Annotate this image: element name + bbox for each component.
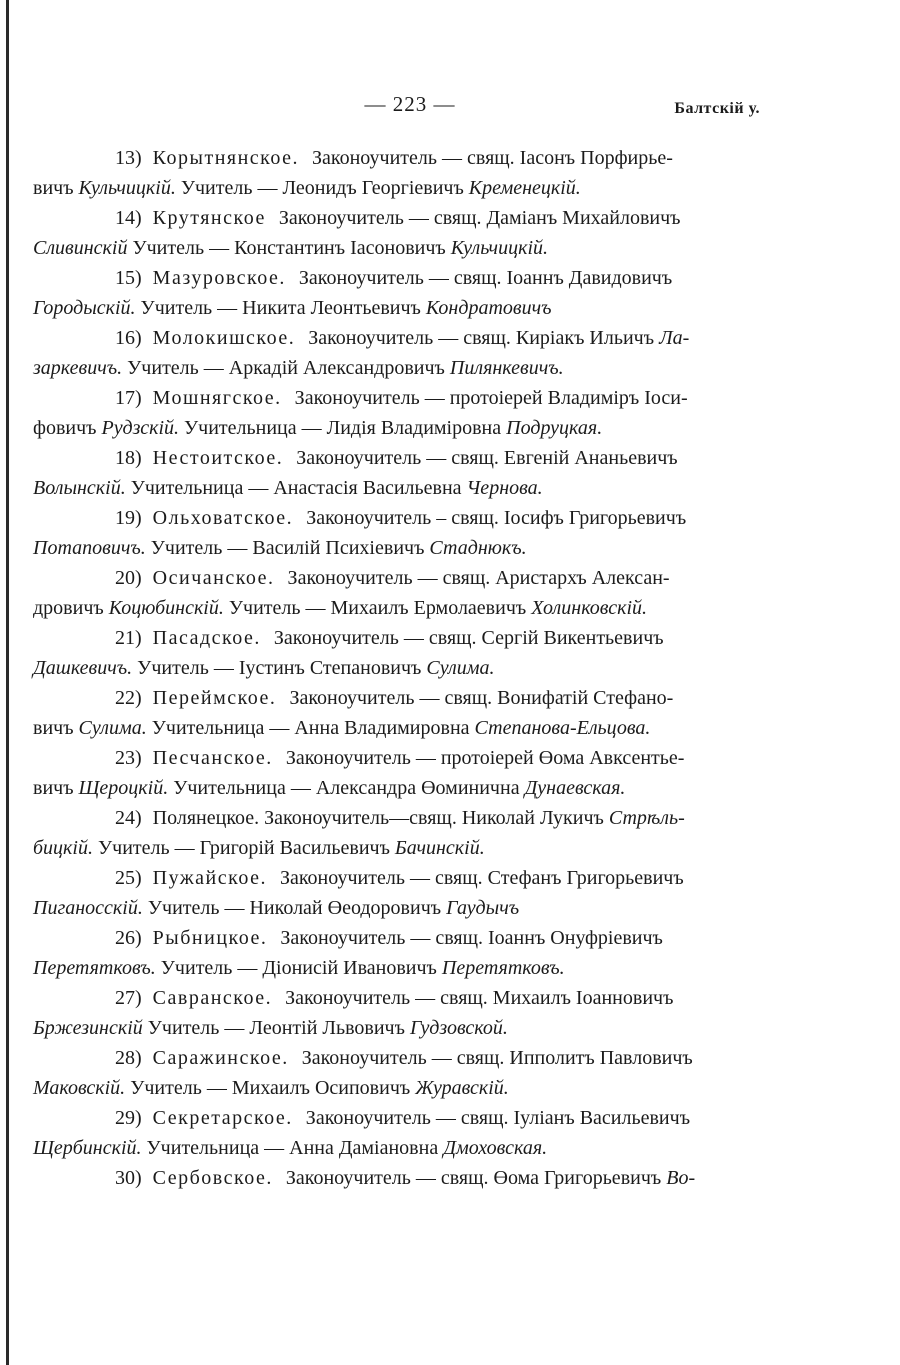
- surname: Волынскій.: [33, 477, 126, 499]
- village-name: Секретарское.: [152, 1107, 293, 1129]
- entry-text: Законоучитель — свящ. Вонифатій Стефано-: [284, 687, 674, 709]
- entry-first-line: [115, 623, 755, 653]
- surname: Коцюбинскій.: [108, 597, 224, 619]
- surname: Чернова.: [466, 477, 543, 499]
- school-entry: [33, 923, 755, 983]
- entry-first-line: [115, 803, 755, 833]
- entry-first-line: [115, 563, 755, 593]
- entry-first-line: [115, 383, 755, 413]
- entry-first-line: [115, 923, 755, 953]
- entry-text: Учитель — Іустинъ Степановичъ: [132, 657, 427, 679]
- surname: Кременецкій.: [468, 177, 581, 199]
- surname: Бржезинскій: [33, 1017, 143, 1039]
- entry-text: Учительница — Анна Даміановна: [141, 1137, 444, 1159]
- village-name: Мошнягское.: [152, 387, 282, 409]
- entry-number: 18): [115, 447, 147, 469]
- entry-text: Учитель — Никита Леонтьевичъ: [135, 297, 426, 319]
- school-entry: [33, 863, 755, 923]
- entry-continuation-line: [33, 1013, 755, 1043]
- school-entry: [33, 443, 755, 503]
- entry-number: 21): [115, 627, 147, 649]
- entry-number: 22): [115, 687, 147, 709]
- entry-text: Законоучитель — свящ. Іуліанъ Васильевичъ: [300, 1107, 691, 1129]
- village-name: Корытнянское.: [152, 147, 299, 169]
- surname: Дмоховская.: [443, 1137, 548, 1159]
- entry-continuation-line: [33, 233, 755, 263]
- surname: Перетятковъ.: [33, 957, 156, 979]
- entry-number: 19): [115, 507, 147, 529]
- surname: Сулима.: [426, 657, 495, 679]
- village-name: Пужайское.: [152, 867, 267, 889]
- surname: Дашкевичъ.: [33, 657, 133, 679]
- surname: Перетятковъ.: [441, 957, 565, 979]
- surname: Журавскій.: [415, 1077, 509, 1099]
- surname: Кульчицкій.: [78, 177, 176, 199]
- entry-first-line: [115, 1043, 755, 1073]
- entry-number: 25): [115, 867, 147, 889]
- entry-text: Законоучитель — свящ. Сергій Викентьевичъ: [268, 627, 664, 649]
- surname: Пилянкевичъ.: [449, 357, 564, 379]
- surname: Щероцкій.: [78, 777, 169, 799]
- entry-text: Учительница — Анастасія Васильевна: [125, 477, 467, 499]
- entry-first-line: [115, 323, 755, 353]
- entry-text: Законоучитель — свящ. Аристархъ Алексан-: [282, 567, 670, 589]
- entry-text: Законоучитель—свящ. Николай Лукичъ: [259, 807, 609, 829]
- entry-continuation-line: [33, 473, 755, 503]
- entry-number: 14): [115, 207, 147, 229]
- surname: Рудзскій.: [101, 417, 179, 439]
- entry-first-line: [115, 863, 755, 893]
- entry-first-line: [115, 1103, 755, 1133]
- entry-text: Учительница — Анна Владимировна: [146, 717, 475, 739]
- school-entry: [33, 383, 755, 443]
- village-name: Осичанское.: [152, 567, 275, 589]
- surname: Гаудычъ: [446, 897, 520, 919]
- entry-text: Учитель — Діонисій Ивановичъ: [155, 957, 442, 979]
- entry-continuation-line: [33, 413, 755, 443]
- entry-text: Учитель — Михаилъ Осиповичъ: [125, 1077, 416, 1099]
- school-list: [33, 143, 755, 1193]
- village-name: Переймское.: [152, 687, 277, 709]
- surname: Кондратовичъ: [425, 297, 552, 319]
- entry-text: вичъ: [33, 717, 79, 739]
- entry-continuation-line: [33, 1073, 755, 1103]
- village-name: Сербовское.: [152, 1167, 273, 1189]
- page-binding-edge: [0, 0, 14, 1365]
- village-name: Нестоитское.: [152, 447, 284, 469]
- entry-text: Законоучитель — свящ. Евгеній Ананьевичъ: [291, 447, 678, 469]
- entry-first-line: [115, 683, 755, 713]
- village-name: Рыбницкое.: [152, 927, 268, 949]
- school-entry: [33, 143, 755, 203]
- village-name: Савранское.: [152, 987, 273, 1009]
- village-name: Пасадское.: [152, 627, 261, 649]
- entry-number: 13): [115, 147, 147, 169]
- entry-continuation-line: [33, 533, 755, 563]
- entry-text: Учитель — Григорій Васильевичъ: [92, 837, 395, 859]
- entry-first-line: [115, 503, 755, 533]
- entry-text: Законоучитель — свящ. Ипполитъ Павловичъ: [296, 1047, 693, 1069]
- entry-text: Полянецкое.: [152, 807, 260, 829]
- surname: Кульчицкій.: [450, 237, 549, 259]
- page-number: — 223 —: [364, 92, 456, 116]
- entry-continuation-line: [33, 353, 755, 383]
- surname: Маковскій.: [33, 1077, 126, 1099]
- entry-number: 29): [115, 1107, 147, 1129]
- school-entry: [33, 203, 755, 263]
- entry-first-line: [115, 983, 755, 1013]
- surname: Подруцкая.: [506, 417, 603, 439]
- entry-number: 24): [115, 807, 147, 829]
- surname: Во-: [666, 1167, 696, 1189]
- entry-text: Учитель — Николай Өеодоровичъ: [142, 897, 447, 919]
- entry-number: 20): [115, 567, 147, 589]
- entry-text: Учитель — Аркадій Александровичъ: [122, 357, 450, 379]
- surname: Потаповичъ.: [33, 537, 146, 559]
- entry-continuation-line: [33, 653, 755, 683]
- entry-text: Учитель — Василій Психіевичъ: [145, 537, 430, 559]
- entry-number: 17): [115, 387, 147, 409]
- village-name: Крутянское: [152, 207, 266, 229]
- entry-text: Законоучитель — свящ. Михаилъ Іоанновичъ: [280, 987, 674, 1009]
- surname: Щербинскій.: [33, 1137, 142, 1159]
- village-name: Саражинское.: [152, 1047, 289, 1069]
- entry-number: 23): [115, 747, 147, 769]
- entry-text: Учительница — Лидія Владиміровна: [179, 417, 507, 439]
- entry-number: 26): [115, 927, 147, 949]
- school-entry: [33, 743, 755, 803]
- surname: заркевичъ.: [33, 357, 123, 379]
- school-entry: [33, 1043, 755, 1103]
- entry-text: Учитель — Леонтій Львовичъ: [142, 1017, 410, 1039]
- surname: Городыскій.: [33, 297, 136, 319]
- school-entry: [33, 803, 755, 863]
- entry-number: 27): [115, 987, 147, 1009]
- village-name: Ольховатское.: [152, 507, 294, 529]
- entry-continuation-line: [33, 713, 755, 743]
- entry-first-line: [115, 1163, 755, 1193]
- village-name: Песчанское.: [152, 747, 273, 769]
- school-entry: [33, 623, 755, 683]
- entry-text: Законоучитель — протоіерей Владиміръ Іоси-: [289, 387, 688, 409]
- entry-text: Законоучитель — свящ. Өома Григорьевичъ: [280, 1167, 667, 1189]
- entry-first-line: [115, 143, 755, 173]
- entry-text: Учитель — Михаилъ Ермолаевичъ: [223, 597, 532, 619]
- entry-number: 30): [115, 1167, 147, 1189]
- entry-continuation-line: [33, 953, 755, 983]
- entry-text: дровичъ: [33, 597, 109, 619]
- entry-continuation-line: [33, 893, 755, 923]
- school-entry: [33, 323, 755, 383]
- entry-text: Законоучитель — свящ. Іасонъ Порфирье-: [307, 147, 673, 169]
- surname: Сливинскій: [33, 237, 128, 259]
- entry-text: Учитель — Константинъ Іасоновичъ: [127, 237, 451, 259]
- surname: Стрѣль-: [608, 807, 685, 829]
- entry-text: Учитель — Леонидъ Георгіевичъ: [175, 177, 469, 199]
- entry-text: Законоучитель — свящ. Іоаннъ Давидовичъ: [293, 267, 673, 289]
- surname: Гудзовской.: [409, 1017, 508, 1039]
- entry-number: 15): [115, 267, 147, 289]
- entry-text: Законоучитель — свящ. Даміанъ Михайловичъ: [273, 207, 681, 229]
- surname: Дунаевская.: [524, 777, 626, 799]
- entry-first-line: [115, 443, 755, 473]
- entry-continuation-line: [33, 833, 755, 863]
- entry-text: Законоучитель — свящ. Киріакъ Ильичъ: [303, 327, 660, 349]
- entry-continuation-line: [33, 773, 755, 803]
- entry-text: вичъ: [33, 777, 79, 799]
- entry-first-line: [115, 263, 755, 293]
- surname: Пиганосскій.: [33, 897, 143, 919]
- school-entry: [33, 563, 755, 623]
- surname: Холинковскій.: [531, 597, 647, 619]
- entry-continuation-line: [33, 293, 755, 323]
- surname: Бачинскій.: [394, 837, 485, 859]
- school-entry: [33, 683, 755, 743]
- entry-continuation-line: [33, 1133, 755, 1163]
- school-entry: [33, 503, 755, 563]
- school-entry: [33, 263, 755, 323]
- entry-text: вичъ: [33, 177, 79, 199]
- entry-text: Законоучитель — свящ. Стефанъ Григорьевичъ: [274, 867, 684, 889]
- school-entry: [33, 1103, 755, 1163]
- surname: бицкій.: [33, 837, 93, 859]
- entry-number: 28): [115, 1047, 147, 1069]
- entry-text: Законоучитель — протоіерей Өома Авксентье-: [280, 747, 685, 769]
- surname: Сулима.: [78, 717, 147, 739]
- entry-number: 16): [115, 327, 147, 349]
- running-head: Балтскій у.: [674, 100, 760, 117]
- entry-continuation-line: [33, 593, 755, 623]
- surname: Степанова-Ельцова.: [474, 717, 651, 739]
- village-name: Молокишское.: [152, 327, 296, 349]
- school-entry: [33, 983, 755, 1043]
- school-entry: [115, 1163, 755, 1193]
- entry-text: Законоучитель – свящ. Іосифъ Григорьевичъ: [301, 507, 687, 529]
- entry-continuation-line: [33, 173, 755, 203]
- surname: Ла-: [659, 327, 690, 349]
- entry-text: Учительница — Александра Өоминична: [168, 777, 525, 799]
- entry-first-line: [115, 743, 755, 773]
- surname: Стаднюкъ.: [429, 537, 527, 559]
- entry-first-line: [115, 203, 755, 233]
- village-name: Мазуровское.: [152, 267, 286, 289]
- entry-text: Законоучитель — свящ. Іоаннъ Онуфріевичъ: [275, 927, 663, 949]
- entry-text: фовичъ: [33, 417, 102, 439]
